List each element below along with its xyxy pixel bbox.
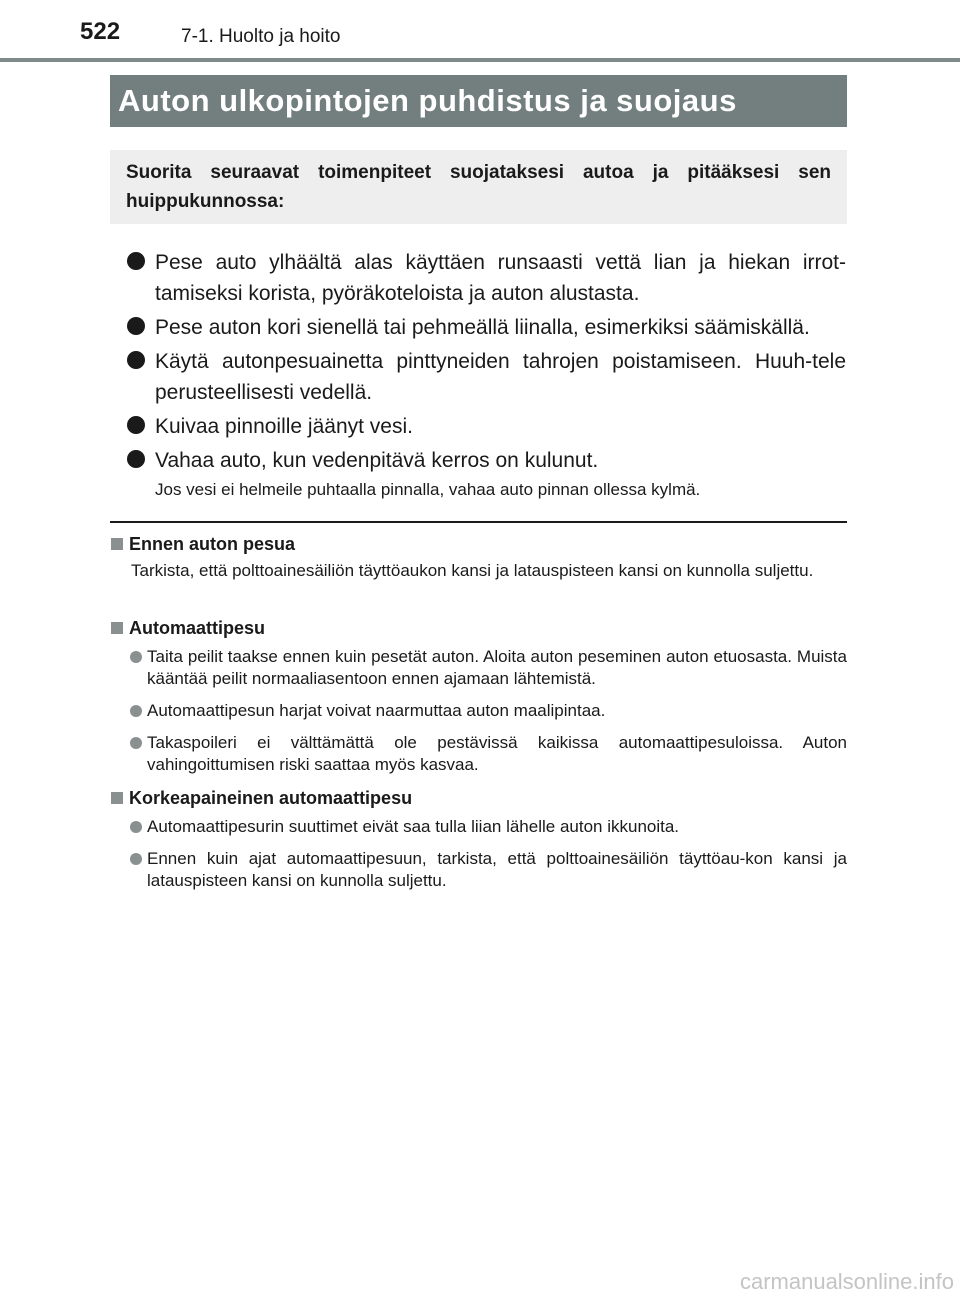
section-item-list: [111, 816, 847, 892]
section-divider: [110, 521, 847, 523]
main-bullet-item: [126, 445, 846, 476]
watermark: carmanualsonline.info: [739, 1269, 954, 1294]
list-item-text: Ennen kuin ajat automaattipesuun, tarkista, että polttoainesäiliön täyttöau-kon kansi ja latauspisteen kansi on kunnolla suljettu.: [147, 849, 847, 890]
list-item-text: Automaattipesurin suuttimet eivät saa tulla liian lähelle auton ikkunoita.: [147, 817, 680, 836]
section-before-wash: [111, 532, 847, 582]
bullet-dot-icon: [130, 705, 142, 717]
bullet-dot-icon: [130, 651, 142, 663]
main-bullet-list: [126, 247, 846, 479]
bullet-dot-icon: [127, 450, 145, 468]
square-bullet-icon: [111, 792, 123, 804]
section-heading: [111, 786, 847, 810]
section-heading-text: Ennen auton pesua: [129, 534, 296, 554]
list-item: [111, 816, 847, 838]
wax-note: Jos vesi ei helmeile puhtaalla pinnalla, vahaa auto pinnan ollessa kylmä.: [155, 480, 701, 499]
section-automatic-wash: [111, 616, 847, 786]
section-heading: [111, 616, 847, 640]
intro-text: Suorita seuraavat toimenpiteet suojataksesi autoa ja pitääksesi sen huippukunnossa:: [126, 162, 831, 212]
list-item: [111, 848, 847, 892]
bullet-dot-icon: [130, 853, 142, 865]
header-rule: [0, 58, 960, 62]
main-bullet-item: [126, 312, 846, 343]
section-high-pressure-wash: [111, 786, 847, 902]
page-title: Auton ulkopintojen puhdistus ja suojaus: [118, 83, 737, 118]
square-bullet-icon: [111, 622, 123, 634]
main-bullet-item: [126, 346, 846, 408]
section-label: 7-1. Huolto ja hoito: [181, 26, 341, 47]
bullet-dot-icon: [127, 317, 145, 335]
list-item-text: Taita peilit taakse ennen kuin pesetät auton. Aloita auton peseminen auton etuosasta. Muista kääntää peilit normaaliasentoon ennen ajamaan lähtemistä.: [147, 647, 847, 688]
main-bullet-item: [126, 411, 846, 442]
page-number: 522: [80, 18, 121, 45]
list-item: [111, 700, 847, 722]
main-bullet-item: [126, 247, 846, 309]
section-heading-text: Korkeapaineinen automaattipesu: [129, 788, 413, 808]
title-bar: [110, 75, 847, 127]
list-item: [111, 646, 847, 690]
section-item-list: [111, 646, 847, 776]
page-header: [0, 0, 960, 60]
main-bullet-text: Käytä autonpesuainetta pinttyneiden tahrojen poistamiseen. Huuh-tele perusteellisesti vedellä.: [155, 350, 846, 404]
main-bullet-text: Pese auto ylhäältä alas käyttäen runsaasti vettä lian ja hiekan irrot-tamiseksi korista, pyöräkoteloista ja auton alustasta.: [155, 251, 846, 305]
bullet-dot-icon: [130, 737, 142, 749]
list-item-text: Takaspoileri ei välttämättä ole pestävissä kaikissa automaattipesuloissa. Auton vahingoittumisen riski saattaa myös kasvaa.: [147, 733, 847, 774]
section-text: Tarkista, että polttoainesäiliön täyttöaukon kansi ja latauspisteen kansi on kunnolla suljettu.: [131, 561, 814, 580]
main-bullet-text: Kuivaa pinnoille jäänyt vesi.: [155, 415, 413, 438]
bullet-dot-icon: [127, 252, 145, 270]
section-heading: [111, 532, 847, 556]
bullet-dot-icon: [127, 416, 145, 434]
square-bullet-icon: [111, 538, 123, 550]
main-bullet-text: Vahaa auto, kun vedenpitävä kerros on kulunut.: [155, 449, 599, 472]
list-item-text: Automaattipesun harjat voivat naarmuttaa auton maalipintaa.: [147, 701, 606, 720]
bullet-dot-icon: [127, 351, 145, 369]
intro-box: [110, 150, 847, 224]
section-heading-text: Automaattipesu: [129, 618, 266, 638]
bullet-dot-icon: [130, 821, 142, 833]
list-item: [111, 732, 847, 776]
main-bullet-text: Pese auton kori sienellä tai pehmeällä liinalla, esimerkiksi säämiskällä.: [155, 316, 810, 339]
